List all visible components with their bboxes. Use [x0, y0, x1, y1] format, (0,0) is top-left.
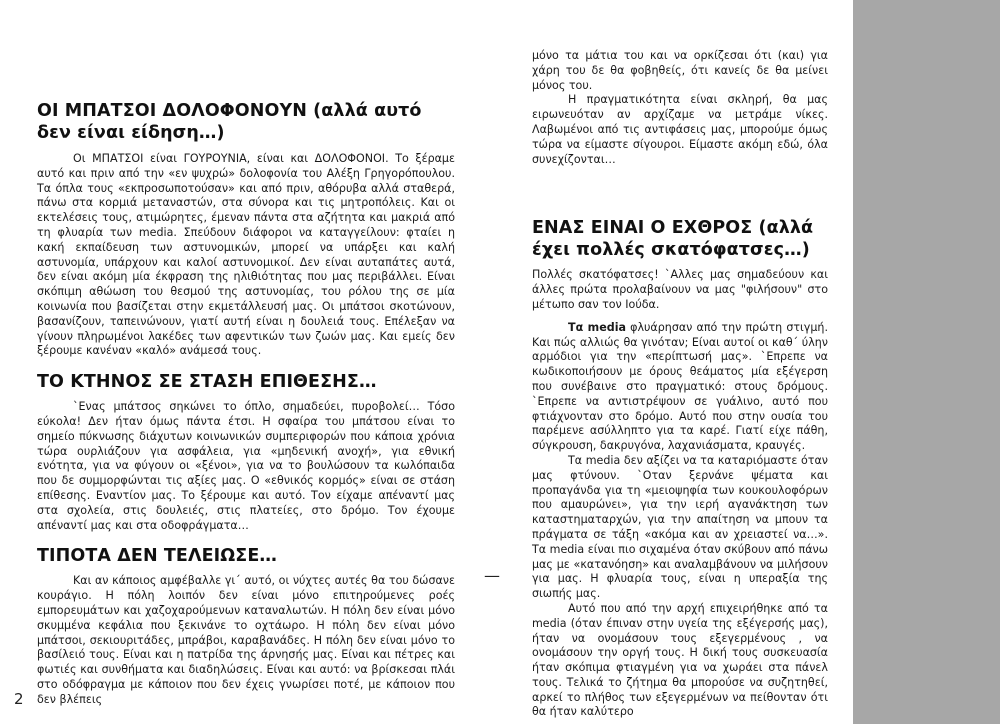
section-body-nothing-ended: Και αν κάποιος αμφέβαλλε γι΄ αυτό, οι νύχτες αυτές θα του δώσανε κουράγιο. Η πόλη λοιπόν δεν είναι μόνο επιτηρούμενες ροές εμπορευμάτων και χαζοχαρούμενων καταναλωτών. Η πόλη δεν είναι μόνο σκυμμένα κεφάλια που ξεκινάνε το οχτάωρο. Η πόλη δεν είναι μόνο μπάτσοι, σεκιουριτάδες, μπράβοι, καραβανάδες. Η πόλη δεν είναι μόνο το βασίλειό τους. Είναι και η πατρίδα της άρνησής μας. Είναι και πέτρες και φωτιές και συνθήματα και διαδηλώσεις. Είναι και αυτό: να βρίσκεσαι πλάι στο οδόφραγμα με κάποιον που δεν έχεις γνωρίσει ποτέ, με κάποιον που δεν βλέπεις [37, 574, 455, 706]
page-number: 2 [14, 690, 24, 708]
paragraph-spacer [532, 313, 828, 321]
section-title-beast-attack: ΤΟ ΚΤΗΝΟΣ ΣΕ ΣΤΑΣΗ ΕΠΙΘΕΣΗΣ… [37, 372, 377, 393]
right-column [532, 49, 828, 720]
continued-text-2: Η πραγματικότητα είναι σκληρή, θα μας ειρωνευόταν αν αρχίζαμε να μετράμε νίκες. Λαβωμένοι από τις αντιφάσεις μας, μπορούμε όμως τώρα να είμαστε σίγουροι. Είμαστε ακόμη εδώ, όλα συνεχίζονται… [532, 93, 828, 166]
section-title-police-murder: ΟΙ ΜΠΑΤΣΟΙ ΔΟΛΟΦΟΝΟΥΝ (αλλά αυτό δεν είναι είδηση…) [37, 101, 422, 143]
continued-text: μόνο τα μάτια του και να ορκίζεσαι ότι (και) για χάρη του δε θα φοβηθείς, ότι κανείς δε θα μείνει μόνος του. [532, 49, 828, 92]
media-paragraph-text: φλυάρησαν από την πρώτη στιγμή. Και πώς αλλιώς θα γινόταν; Είναι αυτοί οι καθ΄ ύλην αρμόδιοι για την «περίπτωσή μας». `Επρεπε να κωδικοποιήσουν με όρους θεάματος μία εξέγερση που συνέβαινε στο πραγματικό: στους δρόμους. `Επρεπε να αντιστρέψουν σε γυάλινο, αυτό που φτιάχνονταν στο δρόμο. Αυτό που στην ουσία του παρέμενε ασύλληπτο για τα καρέ. Γιατί είχε πάθη, σύγκρουση, δακρυγόνα, λαχανιάσματα, κραυγές. [532, 320, 828, 453]
column-separator-dash: — [484, 566, 500, 585]
section-body-beast-attack: `Ενας μπάτσος σηκώνει το όπλο, σημαδεύει, πυροβολεί… Τόσο εύκολα! Δεν ήταν όμως πάντα έτσι. Η σφαίρα του μπάτσου είναι το σημείο πύκνωσης διάχυτων κοινωνικών συμπεριφορών που κάποια χρόνια τώρα ουρλιάζουν για ασφάλεια, για «μηδενική ανοχή», για εθνική ενότητα, για να φύγουν οι «ξένοι», για να το βουλώσουν τα κωλόπαιδα που δε συμμορφώνται τις αξίες μας. Ο «εθνικός κορμός» είναι σε στάση επίθεσης. Εναντίον μας. Το ξέρουμε και αυτό. Τον είχαμε απέναντί μας στα σχολεία, στις δουλειές, στις πλατείες, στο δρόμο. Τον έχουμε απέναντί μας και στα οδοφράγματα… [37, 400, 455, 532]
media-paragraph-2: Τα media δεν αξίζει να τα καταριόμαστε όταν μας φτύνουν. `Οταν ξερνάνε ψέματα και προπαγάνδα για τη «μειοψηφία των κουκουλοφόρων που αμαυρώνει», για την ιερή αγανάκτηση των καταστηματαρχών, για την απαίτηση να μπουν τα πράγματα σε τάξη «ακόμα και αν χρειαστεί να…». Τα media είναι πιο σιχαμένα όταν σκύβουν από πάνω μας με «κατανόηση» και αναλαμβάνουν να μιλήσουν για μας. Η φλυαρία τους, είναι η υπεραξία της σιωπής μας. [532, 453, 828, 601]
section-title-one-enemy: ΕΝΑΣ ΕΙΝΑΙ Ο ΕΧΘΡΟΣ (αλλά έχει πολλές σκατόφατσες…) [532, 218, 814, 261]
side-margin-bar [853, 0, 1000, 724]
section-body-police-murder: Οι ΜΠΑΤΣΟΙ είναι ΓΟΥΡΟΥΝΙΑ, είναι και ΔΟΛΟΦΟΝΟΙ. Το ξέραμε αυτό και πριν από την «εν ψυχρώ» δολοφονία του Αλέξη Γρηγορόπουλου. Τα όπλα τους «εκπροσωποτούσαν» και από πριν, αθόρυβα αλλά σταθερά, πάνω στα κορμιά μεταναστών, στα σύνορα και τις μητροπόλεις. Και οι εκτελέσεις τους, ατιμώρητες, έμεναν πάντα στα αζήτητα και μακριά από τη φλυαρία των media. Σπεύδουν διάφοροι να καταγγείλουν: φταίει η κακή εκπαίδευση των αστυνομικών, μπορεί να υπάρξει και καλή αστυνομία, υπάρχουν και καλοί αστυνομικοί. Δεν είναι αυταπάτες αυτά, δεν είναι ακόμη μία έκφραση της ηλιθιότητας που μας περιβάλλει. Είναι σκόπιμη αθώωση του θεσμού της αστυνομίας, του ρόλου της σε μία κοινωνία που βασίζεται στην εκμετάλλευσή μας. Οι μπάτσοι σκοτώνουν, βασανίζουν, ταπεινώνουν, γιατί αυτή είναι η δουλειά τους. Επέλεξαν να γίνουν πληρωμένοι λακέδες των αφεντικών των ζωών μας. Και εμείς δεν ξέρουμε κανέναν «καλό» ανάμεσά τους. [37, 152, 455, 358]
media-bold-lead: Τα media [568, 320, 626, 334]
section-title-nothing-ended: ΤΙΠΟΤΑ ΔΕΝ ΤΕΛΕΙΩΣΕ… [37, 546, 277, 567]
left-column [37, 100, 455, 708]
media-paragraph-3: Αυτό που από την αρχή επιχειρήθηκε από τα media (όταν έπιναν στην υγεία της εξέγερσής μας), ήταν να ονομάσουν τους εξεγερμένους , να ονομάσουν την οργή τους. Η δική τους συσκευασία ήταν σκόπιμα φτιαγμένη για να χωράει στα πάνελ τους. Τελικά το ζήτημα θα μπορούσε να συζητηθεί, αρκεί το πλήθος των εξεγερμένων να πείθονταν ότι θα ήταν καλύτερο [532, 601, 828, 719]
media-paragraph [532, 321, 828, 454]
section-intro-one-enemy: Πολλές σκατόφατσες! `Αλλες μας σημαδεύουν και άλλες πρώτα προλαβαίνουν να μας "φιλήσουν" στο μέτωπο σαν τον Ιούδα. [532, 268, 828, 311]
